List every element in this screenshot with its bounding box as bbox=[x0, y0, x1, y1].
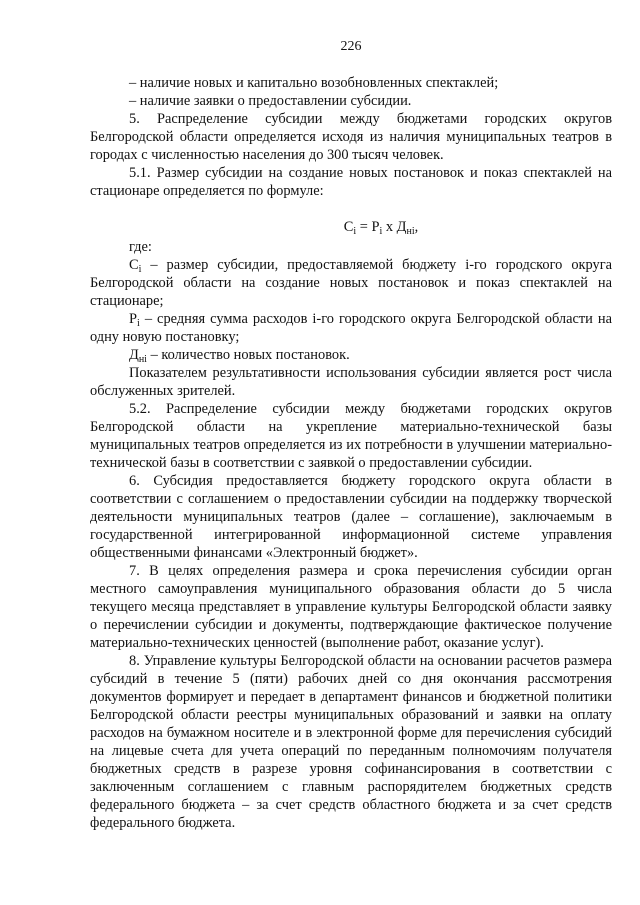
paragraph-7: 7. В целях определения размера и срока перечисления субсидии орган местного самоуправления муниципального образования области до 5 числа текущего месяца представляет в управление культуры Белгородской области заявку о перечислении субсидии и документы, подтверждающие фактическое получение материально-технических ценностей (выполнение работ, оказание услуг). bbox=[90, 563, 612, 651]
definition-text: – количество новых постановок. bbox=[146, 347, 350, 363]
list-item-application: – наличие заявки о предоставлении субсидии. bbox=[129, 93, 412, 109]
definition-subscript: i bbox=[137, 318, 140, 329]
formula-sub-i: i bbox=[353, 226, 357, 237]
formula-sub-ni: нi bbox=[406, 226, 415, 237]
paragraph-5-2: 5.2. Распределение субсидии между бюджетами городских округов Белгородской области на укрепление материально-технической базы муниципальных театров определяется из их потребности в улучшении материально-технической базы в соответствии с заявкой о предоставлении субсидии. bbox=[90, 401, 612, 471]
list-item-new-shows: – наличие новых и капитально возобновленных спектаклей; bbox=[129, 75, 499, 91]
definition-subscript: i bbox=[138, 264, 142, 275]
formula-end: , bbox=[414, 219, 419, 235]
formula-mul: х Д bbox=[382, 219, 407, 235]
subsidy-formula bbox=[90, 218, 612, 236]
performance-indicator: Показателем результативности использования субсидии является рост числа обслуженных зрителей. bbox=[90, 365, 612, 399]
paragraph-5: 5. Распределение субсидии между бюджетами городских округов Белгородской области определяется исходя из наличия муниципальных театров в городах с численностью населения до 300 тысяч человек. bbox=[90, 111, 612, 163]
paragraph-6: 6. Субсидия предоставляется бюджету городского округа области в соответствии с соглашением о предоставлении субсидии на поддержку творческой деятельности муниципальных театров (далее – соглашение), заключаемым в государственной интегрированной информационной системе управления общественными финансами «Электронный бюджет». bbox=[90, 473, 612, 561]
definition-d bbox=[90, 346, 612, 364]
formula-c: С bbox=[343, 219, 354, 235]
definition-text: – средняя сумма расходов i-го городского округа Белгородской области на одну новую постановку; bbox=[90, 311, 612, 345]
definition-symbol: Р bbox=[129, 311, 138, 327]
definition-symbol: С bbox=[129, 257, 139, 273]
formula-eq: = Р bbox=[356, 219, 380, 235]
formula-sub-i-2: i bbox=[379, 226, 383, 237]
page-number: 226 bbox=[340, 39, 362, 54]
definition-subscript: нi bbox=[138, 354, 147, 365]
definition-symbol: Д bbox=[129, 347, 139, 363]
definition-c bbox=[90, 256, 612, 310]
paragraph-5-1: 5.1. Размер субсидии на создание новых постановок и показ спектаклей на стационаре определяется по формуле: bbox=[90, 165, 612, 199]
where-label: где: bbox=[129, 239, 152, 255]
definition-p bbox=[90, 310, 612, 346]
paragraph-8: 8. Управление культуры Белгородской области на основании расчетов размера субсидий в течение 5 (пяти) рабочих дней со дня окончания рассмотрения документов формирует и передает в департамент финансов и бюджетной политики Белгородской области реестры муниципальных образований и заявки на оплату расходов на бумажном носителе и в электронной форме для перечисления субсидий на лицевые счета для учета операций по переданным полномочиям получателя бюджетных средств в разрезе уровня софинансирования в соответствии с заключенным соглашением с главным распорядителем бюджетных средств федерального бюджета – за счет средств областного бюджета и за счет средств федерального бюджета. bbox=[90, 653, 612, 831]
definition-text: – размер субсидии, предоставляемой бюджету i-го городского округа Белгородской области на создание новых постановок и показ спектаклей на стационаре; bbox=[90, 257, 612, 309]
